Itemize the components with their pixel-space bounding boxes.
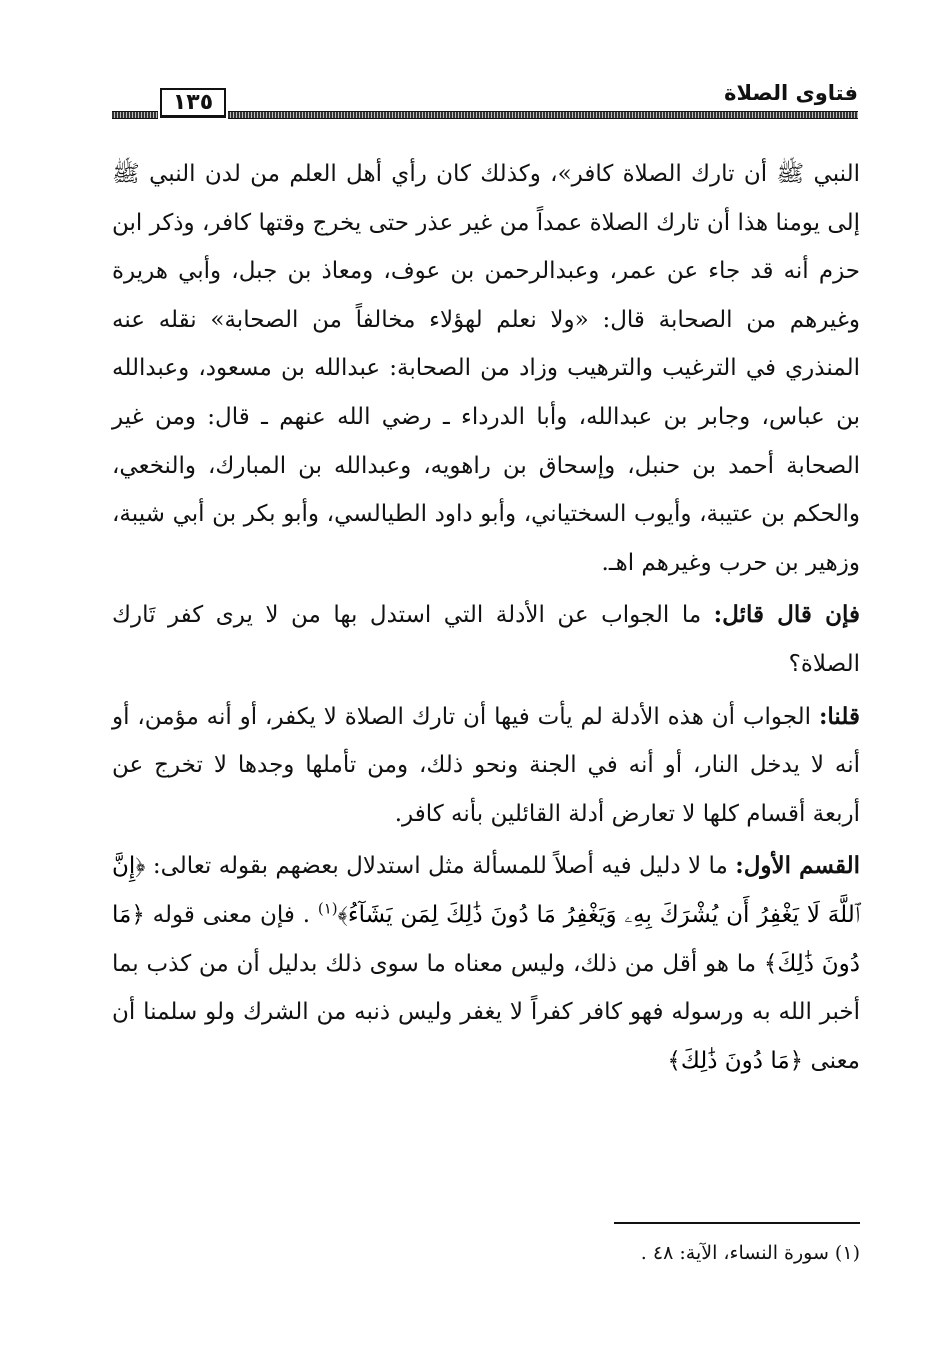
running-title: فتاوى الصلاة <box>724 81 858 105</box>
quran-verse-1: ﴿إِنَّ ٱللَّهَ لَا يَغْفِرُ أَن يُشْرَكَ بِهِۦ وَيَغْفِرُ مَا دُونَ ذَٰلِكَ لِمَن يَشَآءُ﴾ <box>112 853 860 928</box>
paragraph-2-lead: فإن قال قائل: <box>713 601 860 629</box>
section-lead: القسم الأول: <box>735 852 861 880</box>
footnote-marker: (١) <box>317 899 338 918</box>
header-rule-left <box>112 111 158 119</box>
paragraph-2-text: ما الجواب عن الأدلة التي استدل بها من لا يرى كفر تَارك الصلاة؟ <box>112 602 860 677</box>
page-header <box>112 78 858 122</box>
section-text-3: ما هو أقل من ذلك، وليس معناه ما سوى ذلك بدليل أن من كذب بما أخبر الله به ورسوله فهو كافر كفراً لا يغفر وليس ذنبه من الشرك ولو سلمنا أن معنى <box>112 950 860 1074</box>
paragraph-3 <box>112 693 860 839</box>
body-text <box>112 150 860 1085</box>
paragraph-1-text: النبي ﷺ أن تارك الصلاة كافر»، وكذلك كان رأي أهل العلم من لدن النبي ﷺ إلى يومنا هذا أن تارك الصلاة عمداً من غير عذر حتى يخرج وقتها كافر، وذكر ابن حزم أنه قد جاء عن عمر، وعبدالرحمن بن عوف، ومعاذ بن جبل، وأبي هريرة وغيرهم من الصحابة قال: «ولا نعلم لهؤلاء مخالفاً من الصحابة» نقله عنه المنذري في الترغيب والترهيب وزاد من الصحابة: عبدالله بن مسعود، وعبدالله بن عباس، وجابر بن عبدالله، وأبا الدرداء ـ رضي الله عنهم ـ قال: ومن غير الصحابة أحمد بن حنبل، وإسحاق بن راهويه، وعبدالله بن المبارك، والنخعي، والحكم بن عتيبة، وأيوب السختياني، وأبو داود الطيالسي، وأبو بكر بن أبي شيبة، وزهير بن حرب وغيرهم اهـ. <box>112 161 860 576</box>
section-text-2: . فإن معنى قوله <box>144 901 318 928</box>
paragraph-3-lead: قلنا: <box>818 702 860 730</box>
paragraph-3-text: الجواب أن هذه الأدلة لم يأت فيها أن تارك الصلاة لا يكفر، أو أنه مؤمن، أو أنه لا يدخل النار، أو أنه في الجنة ونحو ذلك، ومن تأملها وجدها لا تخرج عن أربعة أقسام كلها لا تعارض أدلة القائلين بأنه كافر. <box>112 703 860 827</box>
header-rule <box>228 111 858 119</box>
quran-verse-3: ﴿مَا دُونَ ذَٰلِكَ﴾ <box>667 1047 804 1074</box>
quran-verse-2: ﴿مَا دُونَ ذَٰلِكَ﴾ <box>112 901 860 977</box>
paragraph-2 <box>112 591 860 688</box>
section-text-1: ما لا دليل فيه أصلاً للمسألة مثل استدلال بعضهم بقوله تعالى: <box>145 853 736 880</box>
section-paragraph <box>112 842 860 1085</box>
page-number: ١٣٥ <box>160 88 226 118</box>
footnote: (١) سورة النساء، الآية: ٤٨ . <box>640 1242 860 1264</box>
paragraph-1 <box>112 150 860 587</box>
footnote-divider <box>614 1222 860 1224</box>
